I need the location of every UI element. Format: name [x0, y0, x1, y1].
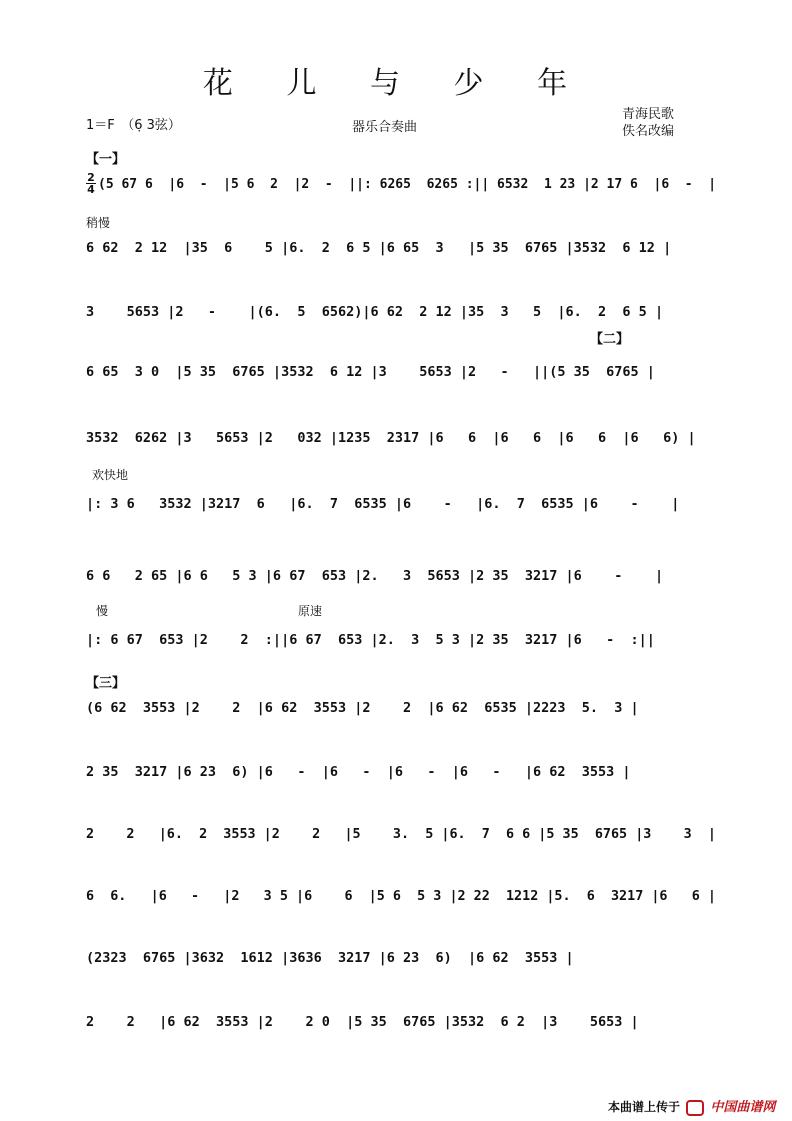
tempo-slower: 稍慢 [86, 216, 111, 230]
time-signature [86, 172, 96, 195]
page-title: 花 儿 与 少 年 [202, 66, 590, 101]
section-label-1: 【一】 [86, 152, 126, 167]
tempo-slow: 慢 [96, 604, 109, 618]
score-row-5: 3532 6262 |3 5653 |2 032 |1235 2317 |6 6 |6 6 |6 6 |6 6) | [86, 430, 696, 446]
score-row-4: 6 65 3 0 |5 35 6765 |3532 6 12 |3 5653 |2 - ||(5 35 6765 | [86, 364, 655, 380]
score-row-3: 3 5653 |2 - |(6. 5 6562)|6 62 2 12 |35 3 5 |6. 2 6 5 | [86, 304, 664, 320]
score-row-8: |: 6 67 653 |2 2 :||6 67 653 |2. 3 5 3 |2 35 3217 |6 - :|| [86, 632, 655, 648]
score-row-10: 2 35 3217 |6 23 6) |6 - |6 - |6 - |6 - |6 62 3553 | [86, 764, 631, 780]
genre-label: 器乐合奏曲 [352, 120, 418, 135]
footer-upload-text: 本曲谱上传于 [608, 1100, 681, 1114]
score-row-13: (2323 6765 |3632 1612 |3636 3217 |6 23 6) |6 62 3553 | [86, 950, 574, 966]
score-row-9: (6 62 3553 |2 2 |6 62 3553 |2 2 |6 62 6535 |2223 5. 3 | [86, 700, 639, 716]
score-row-6: |: 3 6 3532 |3217 6 |6. 7 6535 |6 - |6. 7 6535 |6 - | [86, 496, 680, 512]
tempo-original: 原速 [298, 604, 323, 618]
footer-credit [608, 1096, 775, 1116]
score-row-14: 2 2 |6 62 3553 |2 2 0 |5 35 6765 |3532 6 2 |3 5653 | [86, 1014, 639, 1030]
source-arranger: 佚名改编 [622, 124, 675, 139]
footer-site-link[interactable]: 中国曲谱网 [710, 1100, 776, 1115]
tempo-lively: 欢快地 [92, 468, 129, 482]
score-row-1: (5 67 6 |6 - |5 6 2 |2 - ||: 6265 6265 :|| 6532 1 23 |2 17 6 |6 - | [98, 176, 716, 192]
section-label-2: 【二】 [590, 332, 630, 347]
section-label-3: 【三】 [86, 676, 126, 691]
score-row-12: 6 6. |6 - |2 3 5 |6 6 |5 6 5 3 |2 22 1212 |5. 6 3217 |6 6 | [86, 888, 716, 904]
key-signature: 1＝F （6̣ 3弦） [86, 118, 181, 133]
source-origin: 青海民歌 [622, 107, 675, 122]
score-row-11: 2 2 |6. 2 3553 |2 2 |5 3. 5 |6. 7 6 6 |5 35 6765 |3 3 | [86, 826, 716, 842]
time-signature-top: 2 [87, 171, 95, 184]
source-credit [622, 106, 674, 140]
score-row-7: 6 6 2 65 |6 6 5 3 |6 67 653 |2. 3 5653 |2 35 3217 |6 - | [86, 568, 664, 584]
score-row-2: 6 62 2 12 |35 6 5 |6. 2 6 5 |6 65 3 |5 35 6765 |3532 6 12 | [86, 240, 672, 256]
time-signature-bottom: 4 [87, 183, 95, 196]
site-logo-icon [686, 1100, 704, 1116]
